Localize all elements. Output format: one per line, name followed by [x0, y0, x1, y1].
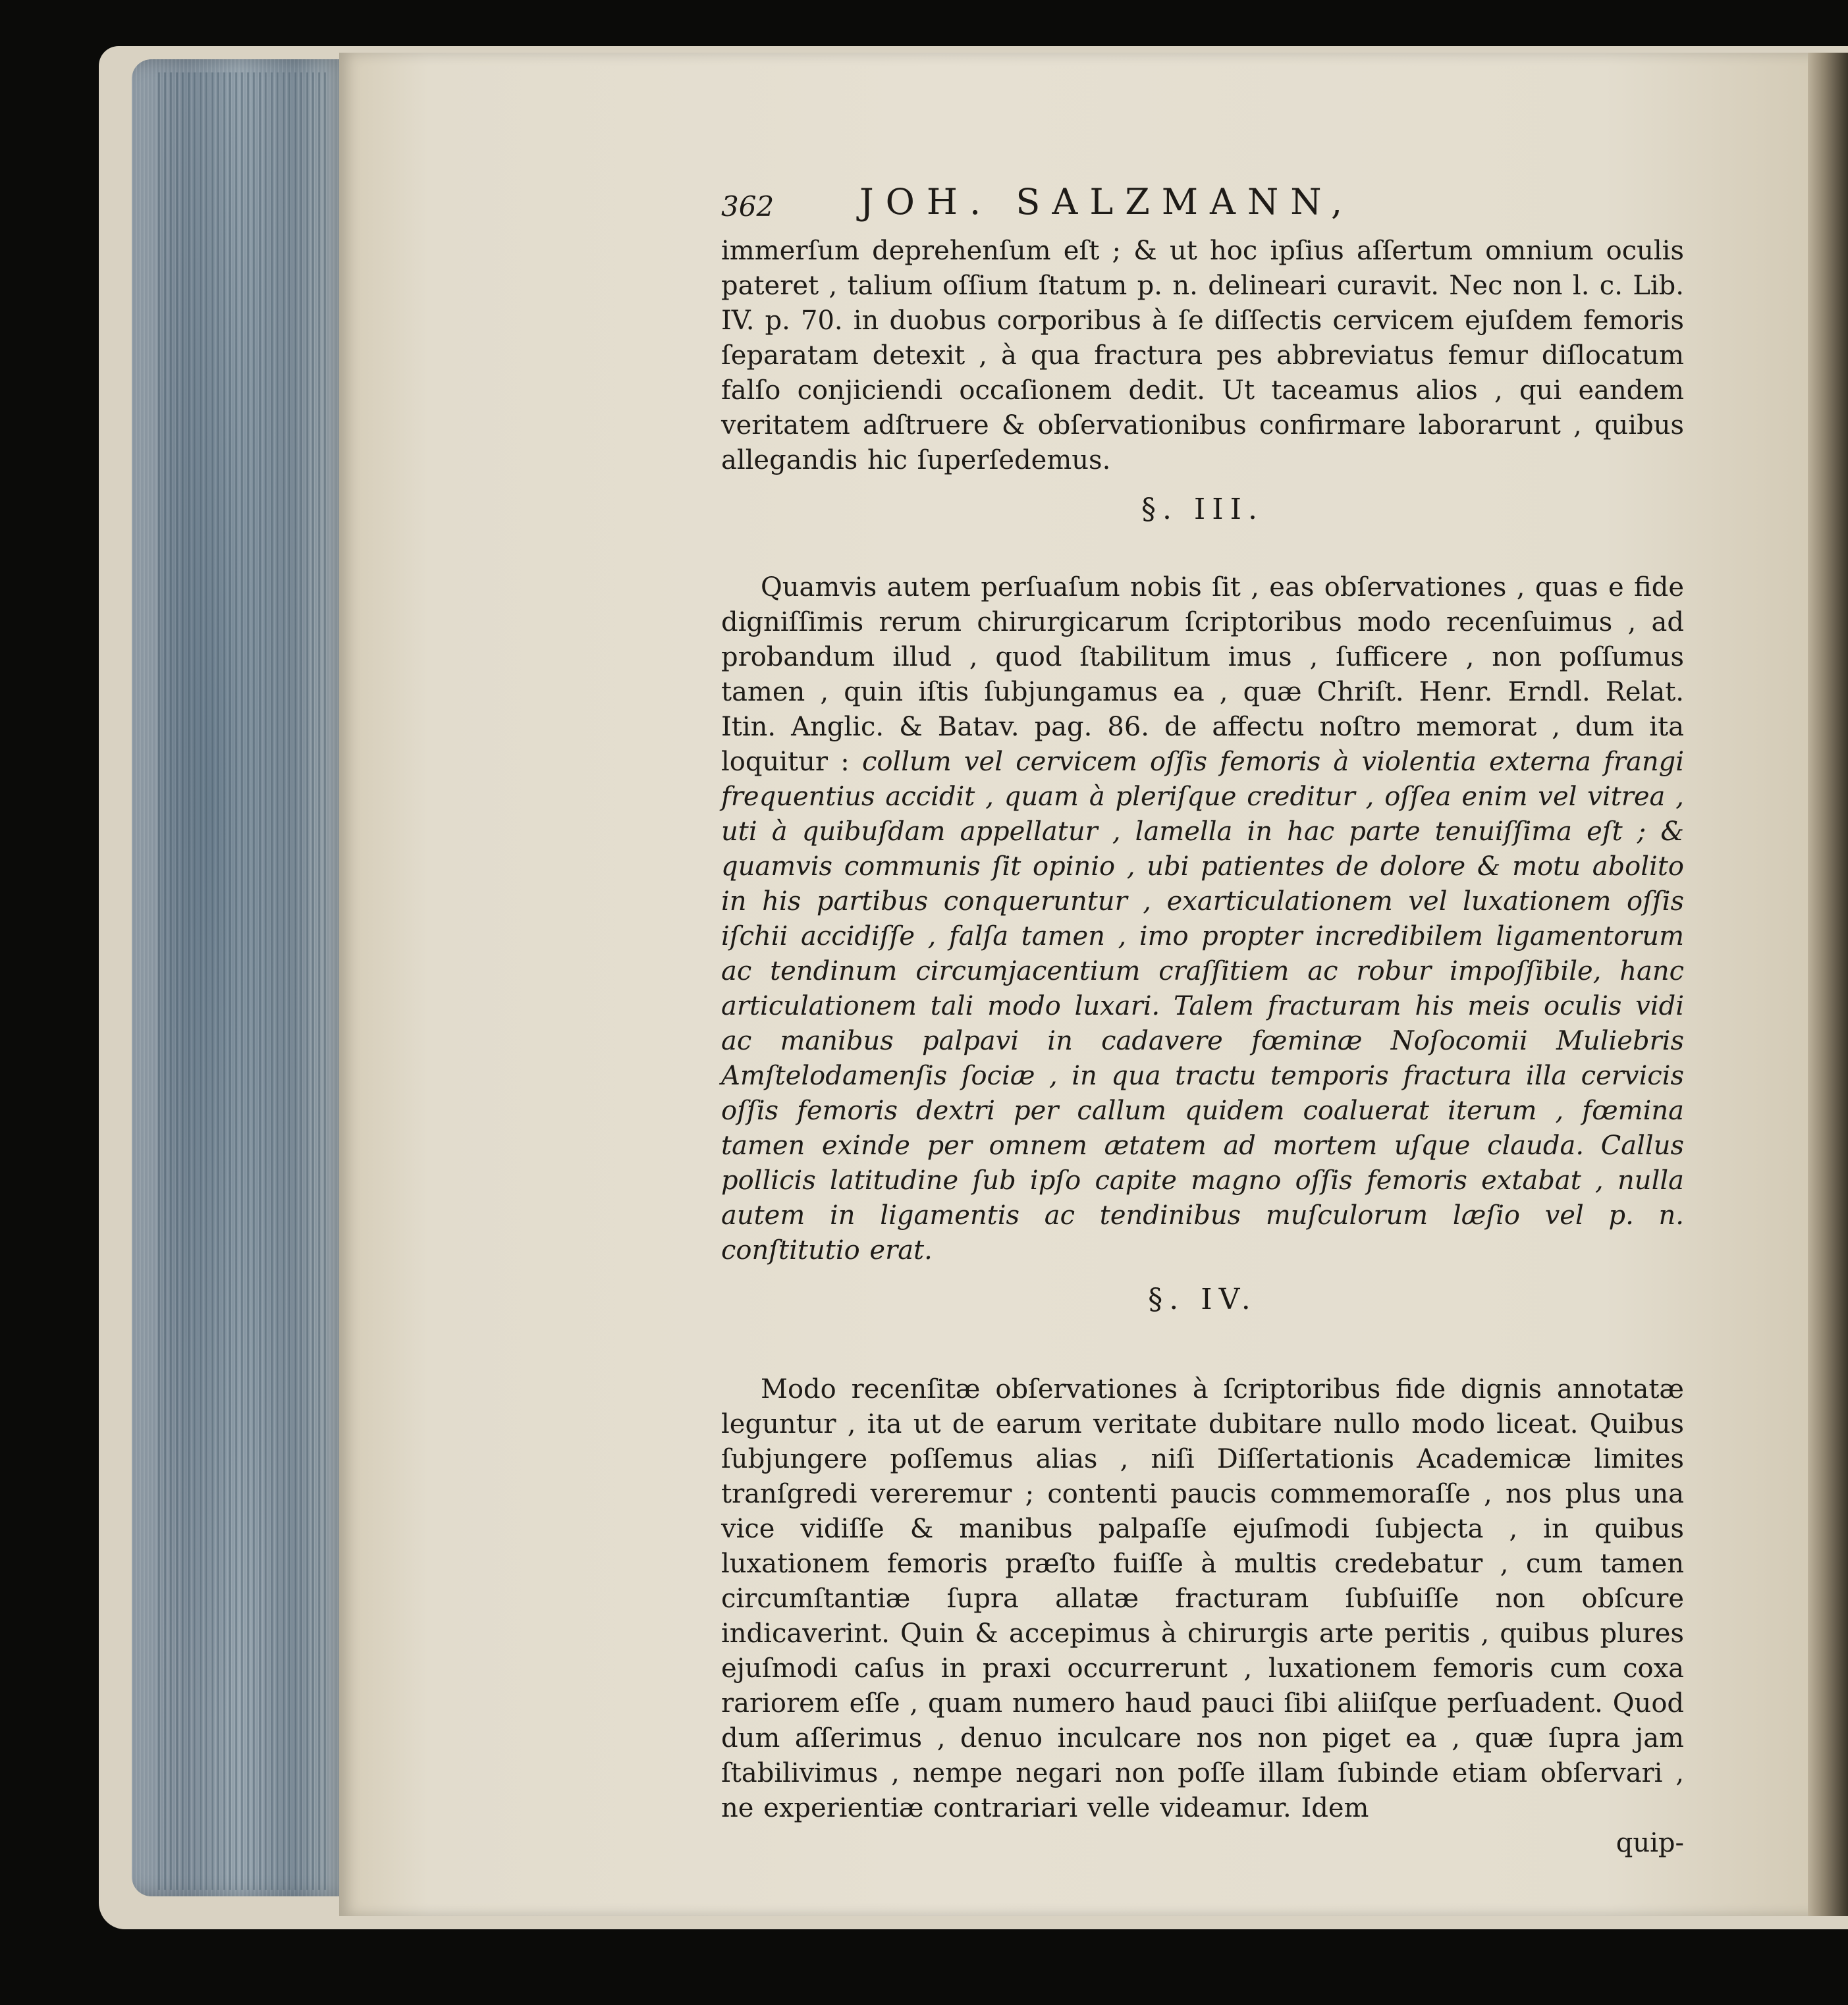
page-number: 362 [721, 190, 775, 223]
running-head [721, 181, 1684, 234]
spacer [721, 536, 1684, 570]
paragraph-2 [721, 570, 1684, 1268]
section-heading-3: §. III. [1141, 493, 1264, 526]
text-block [721, 181, 1684, 1861]
running-title: JOH. SALZMANN, [859, 181, 1355, 223]
catchword: quip- [1616, 1828, 1684, 1858]
spacer [721, 1326, 1684, 1372]
paragraph-3: Modo recenſitæ obſervationes à ſcriptoribus fide dignis annotatæ leguntur , ita ut de earum veritate dubitare nullo modo liceat. Quibus ſubjungere poſſemus alias , niſi Diſſertationis Academicæ limites tranſgredi vereremur ; contenti paucis commemoraſſe , nos plus una vice vidiſſe & manibus palpaſſe ejuſmodi ſubjecta , in quibus luxationem femoris præſto fuiſſe à multis credebatur , cum tamen circumſtantiæ ſupra allatæ fracturam ſubſuiſſe non obſcure indicaverint. Quin & accepimus à chirurgis arte peritis , quibus plures ejuſmodi caſus in praxi occurrerunt , luxationem femoris cum coxa rariorem eſſe , quam numero haud pauci ſibi aliiſque perſuadent. Quod dum aſſerimus , denuo inculcare nos non piget ea , quæ ſupra jam ſtabilivimus , nempe negari non poſſe illam ſubinde etiam obſervari , ne experientiæ contrariari velle videamur. Idem [721, 1374, 1684, 1823]
page-gutter [1808, 53, 1848, 1916]
fore-edge-texture [158, 72, 329, 1890]
paragraph-1: immerſum deprehenſum eſt ; & ut hoc ipſius aſſertum omnium oculis pateret , talium oſſium ſtatum p. n. delineari curavit. Nec non l. c. Lib. IV. p. 70. in duobus corporibus à ſe diſſectis cervicem ejuſdem femoris ſeparatam detexit , à qua fractura pes abbreviatus femur diſlocatum falſo conjiciendi occaſionem dedit. Ut taceamus alios , qui eandem veritatem adſtruere & obſervationibus confirmare laborarunt , quibus allegandis hic ſuperſedemus. [721, 236, 1684, 475]
paragraph-2-italic-quote: collum vel cervicem oſſis femoris à violentia externa frangi frequentius accidit , quam à pleriſque creditur , oſſea enim vel vitrea , uti à quibuſdam appellatur , lamella in hac parte tenuiſſima eſt ; & quamvis communis ſit opinio , ubi patientes de dolore & motu abolito in his partibus conqueruntur , exarticulationem vel luxationem oſſis iſchii accidiſſe , falſa tamen , imo propter incredibilem ligamentorum ac tendinum circumjacentium craſſitiem ac robur impoſſibile, hanc articulationem tali modo luxari. Talem fracturam his meis oculis vidi ac manibus palpavi in cadavere fœminæ Noſocomii Muliebris Amſtelodamenſis ſociæ , in qua tractu temporis fractura illa cervicis oſſis femoris dextri per callum quidem coaluerat iterum , fœmina tamen exinde per omnem ætatem ad mortem uſque clauda. Callus pollicis latitudine ſub ipſo capite magno oſſis femoris extabat , nulla autem in ligamentis ac tendinibus muſculorum læſio vel p. n. conſtitutio erat. [721, 747, 1685, 1266]
section-heading-4: §. IV. [1148, 1283, 1257, 1316]
paragraph-2-roman: Quamvis autem perſuaſum nobis ſit , eas obſervationes , quas e fide digniſſimis rerum chirurgicarum ſcriptoribus modo recenſuimus , ad probandum illud , quod ſtabilitum imus , ſufficere , non poſſumus tamen , quin iſtis ſubjungamus ea , quæ Chriſt. Henr. Erndl. Relat. Itin. Anglic. & Batav. pag. 86. de affectu noſtro memorat , dum ita loquitur : [721, 572, 1684, 777]
